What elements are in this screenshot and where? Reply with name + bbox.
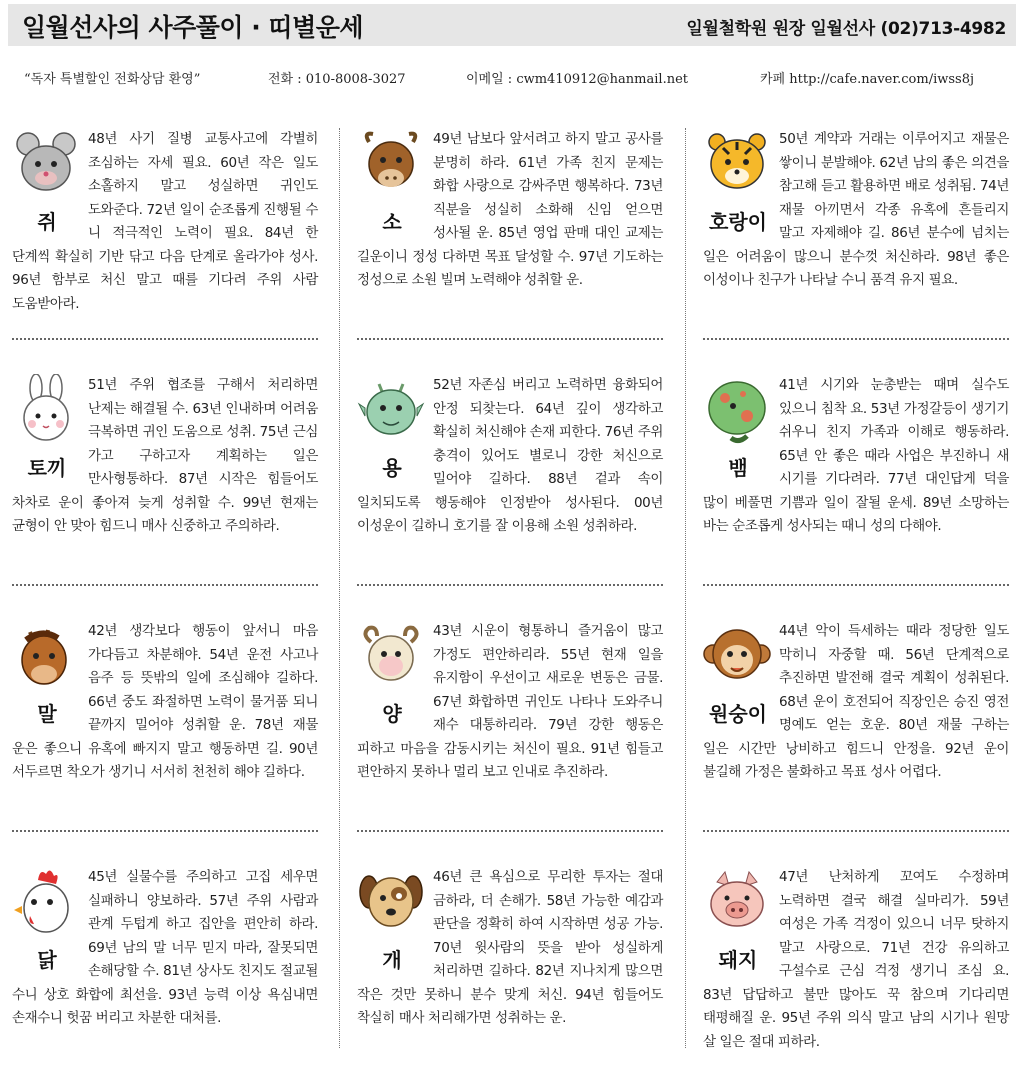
phone-number: 전화 : 010-8008-3027	[268, 72, 406, 87]
fortune-text: 42년 생각보다 행동이 앞서니 마음 가다듬고 차분해야. 54년 운전 사고나 음주 등 뜻밖의 일에 조심해야 길하다. 66년 중도 좌절하면 노력이 물거품 되니 끝까지 밀어야 성취할 운. 78년 재물 운은 좋으니 유혹에 빠지지 말고 행동하면 길. 90년 서두르면 착오가 생기니 서서히 천천히 해야 길하다.	[12, 623, 318, 780]
zodiac-entry-dog	[357, 866, 663, 1081]
fortune-text: 41년 시기와 눈총받는 때며 실수도 있으니 침착 요. 53년 가정갈등이 생기기 쉬우니 친지 가족과 이해로 행동하라. 65년 안 좋은 때라 사업은 부진하니 새 시기를 기다려라. 77년 대인답게 덕을 많이 베풀면 기쁨과 일이 잘될 운세. 89년 소망하는 바는 순조롭게 성사되는 때니 성의 다해야.	[703, 377, 1009, 534]
zodiac-entry-ox	[357, 128, 663, 343]
zodiac-name: 호랑이	[709, 210, 767, 234]
fortune-text: 46년 큰 욕심으로 무리한 투자는 절대 금하라, 더 손해가. 58년 가능한 예감과 판단을 정확히 하여 시작하면 성공 가능. 70년 윗사람의 뜻을 받아 성실하게 처리하면 길하다. 82년 지나치게 많으면 작은 것만 못하니 분수 맞게 처신. 94년 힘들어도 착실히 매사 처리해가면 성취하는 운.	[357, 869, 663, 1026]
zodiac-entry-rat	[12, 128, 318, 343]
zodiac-name: 용	[382, 456, 402, 480]
zodiac-entry-pig	[703, 866, 1009, 1081]
fortune-text: 51년 주위 협조를 구해서 처리하면 난제는 해결될 수. 63년 인내하며 어려움 극복하면 귀인 도움으로 성취. 75년 근심 가고 구하고자 계획하는 일은 만사형통하다. 87년 시작은 힘들어도 차차로 운이 좋아져 늦게 성취할 수. 99년 현재는 균형이 안 맞아 힘드니 매사 신중하고 주의하라.	[12, 377, 318, 534]
fortune-text: 47년 난처하게 꼬여도 수정하며 노력하면 결국 해결 실마리가. 59년 여성은 가족 걱정이 있으니 너무 탓하지 말고 사랑으로. 71년 건강 유의하고 구설수로 근심 걱정 생기니 조심 요. 83년 답답하고 불만 많아도 꾹 참으며 기다리면 태평해질 운. 95년 주위 의식 말고 남의 시기나 원망 살 일은 절대 피하라.	[703, 869, 1009, 1050]
zodiac-name: 개	[382, 948, 402, 972]
zodiac-entry-horse	[12, 620, 318, 835]
zodiac-entry-monkey	[703, 620, 1009, 835]
fortune-text: 43년 시운이 형통하니 즐거움이 많고 가정도 편안하리라. 55년 현재 일을 유지함이 우선이고 새로운 변동은 금물. 67년 화합하면 귀인도 나타나 도와주니 재수 대통하리라. 79년 강한 행동은 피하고 마음을 감동시키는 처신이 필요. 91년 힘들고 편안하지 못하나 멀리 보고 인내로 추진하라.	[357, 623, 663, 780]
zodiac-entry-sheep	[357, 620, 663, 835]
zodiac-name: 토끼	[27, 456, 67, 480]
zodiac-name: 쥐	[37, 210, 57, 234]
zodiac-entry-tiger	[703, 128, 1009, 343]
zodiac-name: 소	[382, 210, 402, 234]
zodiac-name: 돼지	[718, 948, 758, 972]
zodiac-name: 말	[37, 702, 57, 726]
column-divider	[685, 128, 686, 1048]
email-address: 이메일 : cwm410912@hanmail.net	[466, 72, 688, 87]
fortune-text: 50년 계약과 거래는 이루어지고 재물은 쌓이니 분발해야. 62년 남의 좋은 의견을 참고해 듣고 활용하면 배로 성취됨. 74년 재물 아끼면서 각종 유혹에 흔들리지 말고 자제해야 길. 86년 분수에 넘치는 일은 어려움이 많으니 분수껏 처신하라. 98년 좋은 이성이나 친구가 나타날 수니 품격 유지 필요.	[703, 131, 1009, 288]
promo-text: “독자 특별할인 전화상담 환영”	[24, 72, 201, 87]
column-divider	[339, 128, 340, 1048]
page-title: 일월선사의 사주풀이 · 띠별운세	[22, 13, 364, 42]
zodiac-name: 원숭이	[709, 702, 767, 726]
fortune-text: 48년 사기 질병 교통사고에 각별히 조심하는 자세 필요. 60년 작은 일도 소홀하지 말고 성실하면 귀인도 도와준다. 72년 일이 순조롭게 진행될 수 니 적극적인 노력이 필요. 84년 한 단계씩 확실히 기반 닦고 다음 단계로 올라가야 성사. 96년 함부로 처신 말고 때를 기다려 주위 사람 도움받아라.	[12, 131, 318, 312]
header-bar	[8, 4, 1016, 46]
zodiac-name: 닭	[37, 948, 57, 972]
fortune-text: 52년 자존심 버리고 노력하면 융화되어 안정 되찾는다. 64년 깊이 생각하고 확실히 처신해야 손재 피한다. 76년 주위 충격이 있어도 별로니 강한 처신으로 밀어야 길하다. 88년 겉과 속이 일치되도록 행동해야 인정받아 성사된다. 00년 이성운이 길하니 호기를 잘 이용해 소원 성취하라.	[357, 377, 663, 534]
zodiac-name: 뱀	[728, 456, 748, 480]
fortune-text: 49년 남보다 앞서려고 하지 말고 공사를 분명히 하라. 61년 가족 친지 문제는 화합 사랑으로 감싸주면 행복하다. 73년 직분을 성실히 소화해 신임 얻으면 성사될 운. 85년 영업 판매 대인 교제는 길운이니 정성 다하면 목표 달성할 수. 97년 기도하는 정성으로 소원 빌며 노력해야 성취할 운.	[357, 131, 663, 288]
fortune-text: 45년 실물수를 주의하고 고집 세우면 실패하니 양보하라. 57년 주위 사람과 관계 두텁게 하고 집안을 편안히 하라. 69년 남의 말 너무 믿지 마라, 잘못되면 손해당할 수. 81년 상사도 친지도 절교될 수니 상호 화합에 최선을. 93년 능력 이상 욕심내면 손재수니 헛꿈 버리고 차분한 대처를.	[12, 869, 318, 1026]
zodiac-entry-snake	[703, 374, 1009, 589]
fortune-text: 44년 악이 득세하는 때라 정당한 일도 막히니 자중할 때. 56년 단계적으로 추진하면 발전해 결국 계획이 성취된다. 68년 운이 호전되어 직장인은 승진 영전 명예도 얻는 호운. 80년 재물 구하는 일은 시간만 낭비하고 힘드니 안정을. 92년 운이 불길해 가정은 불화하고 목표 성사 어렵다.	[703, 623, 1009, 780]
zodiac-entry-rooster	[12, 866, 318, 1081]
zodiac-entry-rabbit	[12, 374, 318, 589]
cafe-link[interactable]: 카페 http://cafe.naver.com/iwss8j	[760, 72, 975, 87]
author-byline: 일월철학원 원장 일월선사 (02)713-4982	[686, 19, 1006, 39]
zodiac-name: 양	[382, 702, 402, 726]
zodiac-entry-dragon	[357, 374, 663, 589]
